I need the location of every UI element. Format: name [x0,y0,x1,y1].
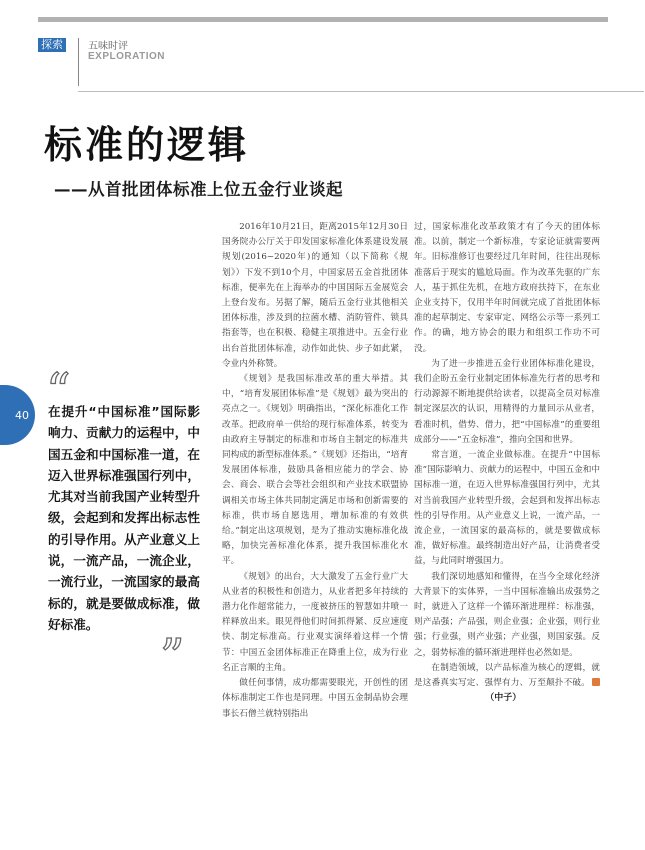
article-subtitle: ——从首批团体标准上位五金行业谈起 [54,180,343,199]
header-divider [78,38,79,86]
section-name-english: EXPLORATION [88,51,165,62]
paragraph: 《规划》是我国标准改革的重大举措。其中，“培育发展团体标准”是《规划》最为突出的亮点之一。《规划》明确指出，“深化标准化工作改革。把政府单一供给的现行标准体系，转变为由政府主导制定的标准和市场自主制定的标准共同构成的新型标准体系。”《规划》还指出，“培育发展团体标准，鼓励具备相应能力的学会、协会、商会、联合会等社会组织和产业技术联盟协调相关市场主体共同制定满足市场和创新需要的标准，供市场自愿选用，增加标准的有效供给。”制定出这项规划，是为了推动实施标准化战略，加快完善标准化体系，提升我国标准化水平。 [222,374,408,567]
paragraph: 过，国家标准化改革政策才有了今天的团体标准。以前，制定一个新标准，专家论证就需要两年。旧标准修订也要经过几年时间，往往出现标准落后于现实的尴尬局面。作为改革先驱的广东人，基于抓住先机，在地方政府扶持下，在东业企业支持下，仅用半年时间就完成了首批团体标准的起草制定、专家审定、网络公示等一系列工作。的确，地方协会的眼力和组织工作功不可没。 [414,222,600,354]
paragraph: 常言道，一流企业做标准。在提升“中国标准”国际影响力、贡献力的运程中，中国五金和中国标准一道，在迈入世界标准强国行列中，尤其对当前我国产业转型升级，会起到和发挥出标志性的引导作用。从产业意义上说，一流产品，一流企业，一流国家的最高标的，就是要做成标准，做好标准。最终制造出好产品，让消费者受益，与此同时增强国力。 [414,450,600,567]
final-paragraph [414,661,600,707]
header-rule [78,91,644,92]
paragraph: 做任何事情，成功都需要眼光，开创性的团体标准制定工作也是同理。中国五金制品协会理事长石僧兰就特别指出 [222,678,408,719]
final-paragraph-text: 在制造领域，以产品标准为核心的逻辑，就是这番真实写定、强悍有力、万至颠扑不破。 [414,662,600,689]
pull-quote: 在提升“中国标准”国际影响力、贡献力的运程中，中国五金和中国标准一道，在迈入世界标准强国行列中，尤其对当前我国产业转型升级，会起到和发挥出标志性的引导作用。从产业意义上说，一流产品，一流企业，一流行业，一流国家的最高标的，就是要做成标准，做好标准。 [48,404,200,632]
paragraph: 我们深切地感知和懂得，在当今全球化经济大背景下的实体界，一当中国标准输出成强势之时，就进入了这样一个循环渐进理样：标准强，则产品强；产品强，则企业强；企业强，则行业强；行业强，则产业强；产业强，则国家强。反之，弱势标准的循环渐进理样也必然如是。 [414,571,600,658]
body-column-2 [414,220,600,707]
section-name: 五味时评 [88,41,128,52]
end-mark-icon [592,678,600,686]
paragraph: 为了进一步推进五金行业团体标准化建设，我们企盼五金行业制定团体标准先行者的思考和行动源源不断地提供给读者，以提高全员对标准制定深层次的认识，用精得的力量回示从业者，看准时机，借势、借力，把“中国标准”的重要组成部分——“五金标准”，推向全国和世界。 [414,358,600,445]
body-column-1 [222,220,408,722]
article-title: 标准的逻辑 [44,122,250,167]
top-rule [38,17,608,22]
open-quote-icon: “ [46,363,71,419]
paragraph: 《规划》的出台，大大激发了五金行业广大从业者的积极性和创造力，从业者把多年持续的潜力化作超常能力，一度被挤压的智慧如井喷一样释放出来。眼见得他们时间抓得紧、反应速度快、制定标准高。行业观实演绎着这样一个情节：中国五金团体标准正在降重上位，成为行业名正言顺的主角。 [222,571,408,673]
paragraph: 2016年10月21日，距离2015年12月30日国务院办公厅关于印发国家标准化体系建设发展规划(2016~2020年)的通知（以下简称《规划》）下发不到10个月，中国家居五金首批团体标准，便率先在上海举办的中国国际五金展览会上登台发布。另据了解，随后五金行业其他相关团体标准，涉及到的拉菌水槽、消防管件、锁具指套等，也在积极、稳健主项推进中。五金行业出台首批团体标准，动作如此快、步子如此紧，令业内外称赞。 [222,222,408,369]
close-quote-icon: ” [160,629,185,685]
author-signature: （中子） [485,693,522,704]
page-number: 40 [15,409,29,422]
section-tag: 探索 [38,38,66,52]
